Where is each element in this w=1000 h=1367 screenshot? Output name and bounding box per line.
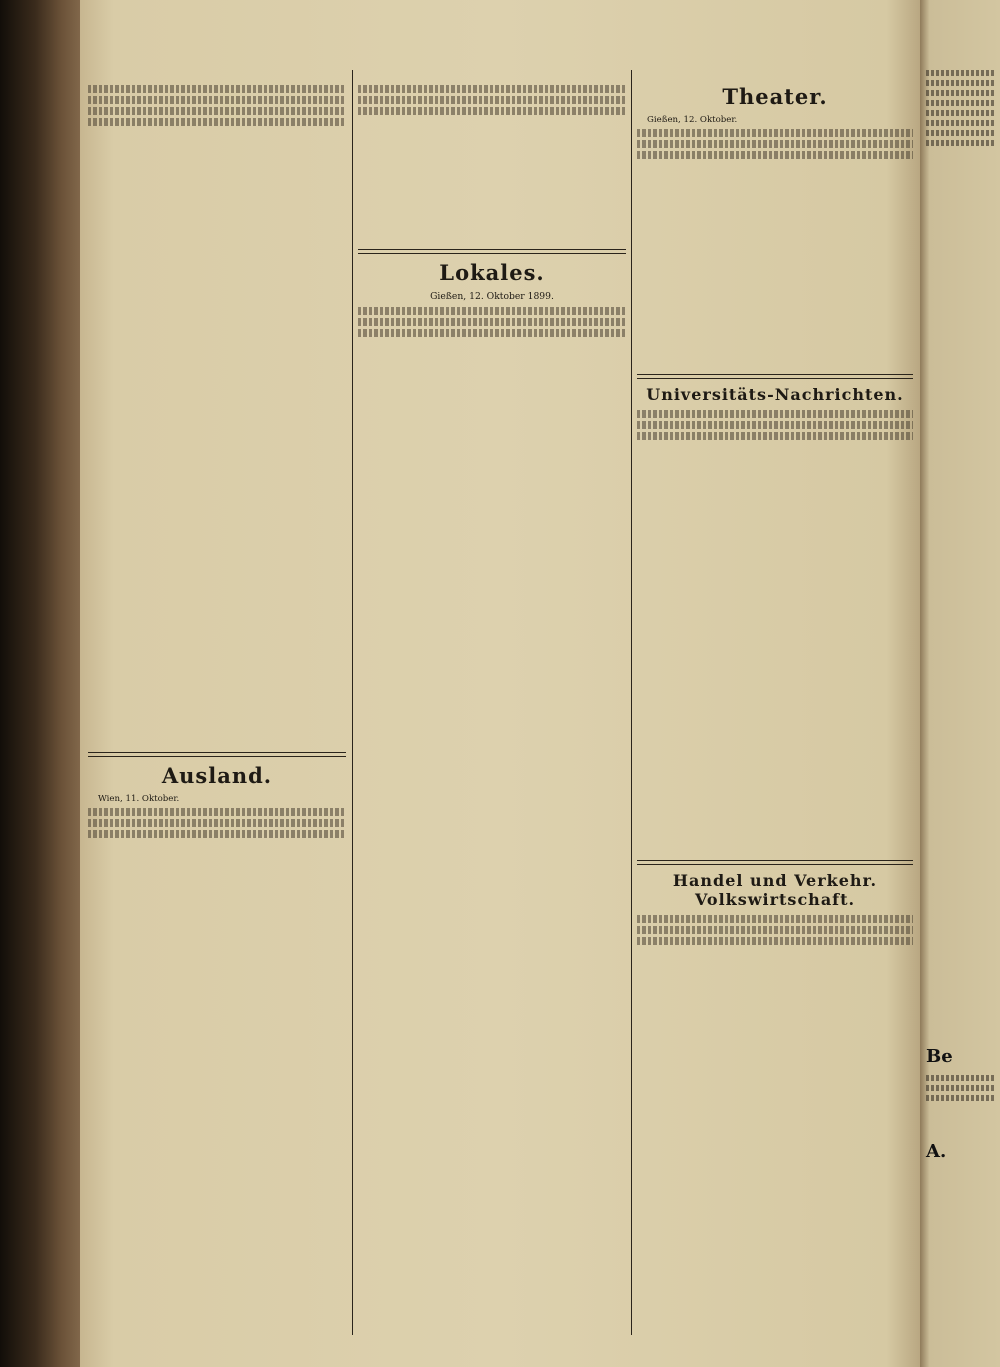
text-line-placeholder (926, 70, 994, 76)
text-line-placeholder (88, 808, 346, 816)
text-line-placeholder (926, 1075, 994, 1081)
text-line-placeholder (88, 107, 346, 115)
text-line-placeholder (926, 90, 994, 96)
left-column (88, 82, 346, 1342)
section-divider (637, 860, 913, 865)
text-line-placeholder (926, 140, 994, 146)
strip-heading: A. (926, 1141, 947, 1162)
section-heading-theater: Theater. (722, 84, 828, 109)
right-column (637, 82, 913, 1342)
text-line-placeholder (88, 118, 346, 126)
text-line-placeholder (358, 307, 626, 315)
text-line-placeholder (88, 819, 346, 827)
text-line-placeholder (358, 318, 626, 326)
text-line-placeholder (358, 96, 626, 104)
section-divider (88, 752, 346, 757)
text-line-placeholder (926, 1095, 994, 1101)
middle-column (358, 82, 626, 1342)
text-line-placeholder (637, 432, 913, 440)
text-line-placeholder (926, 130, 994, 136)
section-heading-universitaet: Universitäts-Nachrichten. (646, 385, 904, 405)
text-line-placeholder (88, 85, 346, 93)
book-binding (0, 0, 88, 1367)
text-line-placeholder (926, 110, 994, 116)
text-line-placeholder (637, 421, 913, 429)
newspaper-page (80, 0, 920, 1367)
text-line-placeholder (637, 151, 913, 159)
text-line-placeholder (637, 915, 913, 923)
column-rule (631, 70, 632, 1335)
text-line-placeholder (88, 830, 346, 838)
column-rule (352, 70, 353, 1335)
text-line-placeholder (637, 410, 913, 418)
text-line-placeholder (637, 937, 913, 945)
text-line-placeholder (358, 107, 626, 115)
article-lead-in: Wien, 11. Oktober. (98, 794, 180, 804)
section-divider (358, 249, 626, 254)
section-heading-lokales: Lokales. (439, 260, 545, 285)
adjacent-page-strip (920, 0, 1000, 1367)
text-line-placeholder (926, 80, 994, 86)
article-lead-in: Gießen, 12. Oktober. (647, 115, 738, 125)
text-line-placeholder (926, 120, 994, 126)
strip-heading: Be (926, 1046, 953, 1067)
section-divider (637, 374, 913, 379)
text-line-placeholder (926, 1085, 994, 1091)
text-line-placeholder (88, 96, 346, 104)
text-line-placeholder (637, 926, 913, 934)
section-heading-handel: Handel und Verkehr. Volkswirtschaft. (672, 871, 878, 910)
dateline: Gießen, 12. Oktober 1899. (430, 291, 554, 302)
text-line-placeholder (358, 329, 626, 337)
text-line-placeholder (637, 140, 913, 148)
section-heading-ausland: Ausland. (161, 763, 273, 788)
text-line-placeholder (358, 85, 626, 93)
text-line-placeholder (637, 129, 913, 137)
text-line-placeholder (926, 100, 994, 106)
